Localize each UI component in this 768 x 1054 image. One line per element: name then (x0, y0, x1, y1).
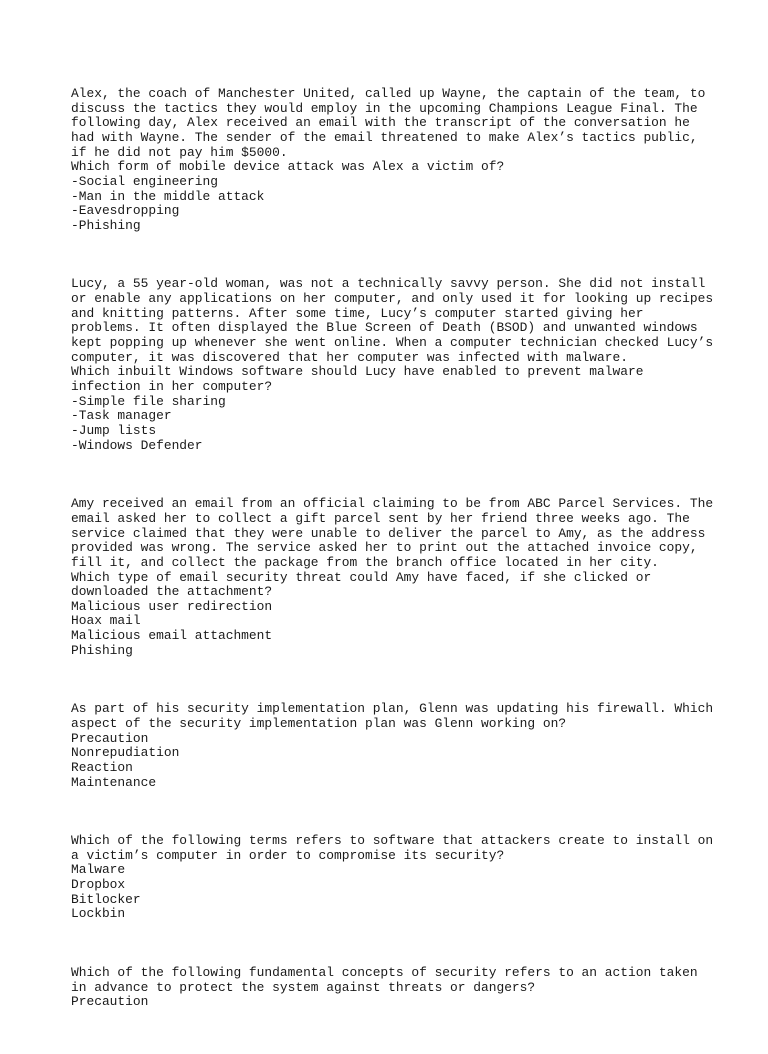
answer-option: Precaution (71, 730, 149, 746)
answer-option: -Social engineering (71, 173, 218, 189)
question-text-line: following day, Alex received an email with the transcript of the conversation he (71, 115, 690, 131)
question-block (71, 276, 714, 453)
answer-option: -Phishing (71, 217, 141, 233)
question-prompt: As part of his security implementation plan, Glenn was updating his firewall. Which (71, 701, 714, 717)
question-text-line: Alex, the coach of Manchester United, called up Wayne, the captain of the team, to (71, 86, 706, 101)
answer-option: Malicious user redirection (71, 598, 273, 614)
question-prompt: Which of the following fundamental concepts of security refers to an action taken (71, 964, 698, 980)
question-prompt: aspect of the security implementation plan was Glenn working on? (71, 715, 567, 731)
answer-option: -Man in the middle attack (71, 188, 265, 204)
question-text-line: service claimed that they were unable to deliver the parcel to Amy, as the address (71, 525, 706, 541)
answer-option: Malicious email attachment (71, 628, 273, 644)
answer-option: -Eavesdropping (71, 203, 180, 219)
question-block (71, 833, 714, 922)
answer-option: Lockbin (71, 906, 126, 922)
question-block (71, 701, 714, 790)
question-prompt: infection in her computer? (71, 379, 273, 395)
question-block (71, 496, 714, 658)
question-text-line: if he did not pay him $5000. (71, 144, 288, 160)
question-text-line: problems. It often displayed the Blue Screen of Death (BSOD) and unwanted windows (71, 320, 698, 336)
answer-option: Nonrepudiation (71, 745, 180, 761)
question-text-line: had with Wayne. The sender of the email threatened to make Alex’s tactics public, (71, 129, 698, 145)
question-text-line: fill it, and collect the package from the branch office located in her city. (71, 554, 659, 570)
question-text-line: Amy received an email from an official claiming to be from ABC Parcel Services. The (71, 496, 714, 512)
question-text-line: kept popping up whenever she went online. When a computer technician checked Lucy’s (71, 335, 714, 351)
question-text-line: email asked her to collect a gift parcel sent by her friend three weeks ago. The (71, 510, 690, 526)
answer-option: Precaution (71, 994, 149, 1010)
answer-option: -Jump lists (71, 423, 157, 439)
question-block (71, 87, 711, 234)
question-prompt: a victim’s computer in order to compromise its security? (71, 847, 505, 863)
question-text-line: or enable any applications on her computer, and only used it for looking up recipes (71, 291, 714, 307)
question-prompt: Which inbuilt Windows software should Lucy have enabled to prevent malware (71, 364, 644, 380)
question-text-line: and knitting patterns. After some time, Lucy’s computer started giving her (71, 305, 644, 321)
question-text-line: computer, it was discovered that her computer was infected with malware. (71, 349, 628, 365)
answer-option: Maintenance (71, 774, 157, 790)
answer-option: Bitlocker (71, 891, 141, 907)
answer-option: Hoax mail (71, 613, 141, 629)
question-prompt: in advance to protect the system against threats or dangers? (71, 979, 536, 995)
question-prompt: downloaded the attachment? (71, 584, 273, 600)
answer-option: -Task manager (71, 408, 172, 424)
answer-option: -Simple file sharing (71, 393, 226, 409)
answer-option: Reaction (71, 759, 133, 775)
question-text-line: discuss the tactics they would employ in the upcoming Champions League Final. The (71, 100, 698, 116)
question-block (71, 966, 711, 1010)
answer-option: -Windows Defender (71, 437, 203, 453)
answer-option: Malware (71, 862, 126, 878)
question-prompt: Which form of mobile device attack was Alex a victim of? (71, 159, 505, 175)
document-page (71, 86, 714, 1054)
question-prompt: Which of the following terms refers to software that attackers create to install on (71, 833, 714, 849)
answer-option: Dropbox (71, 877, 126, 893)
question-text-line: Lucy, a 55 year-old woman, was not a technically savvy person. She did not install (71, 276, 706, 292)
question-prompt: Which type of email security threat could Amy have faced, if she clicked or (71, 569, 652, 585)
question-text-line: provided was wrong. The service asked her to print out the attached invoice copy, (71, 540, 698, 556)
answer-option: Phishing (71, 642, 133, 658)
